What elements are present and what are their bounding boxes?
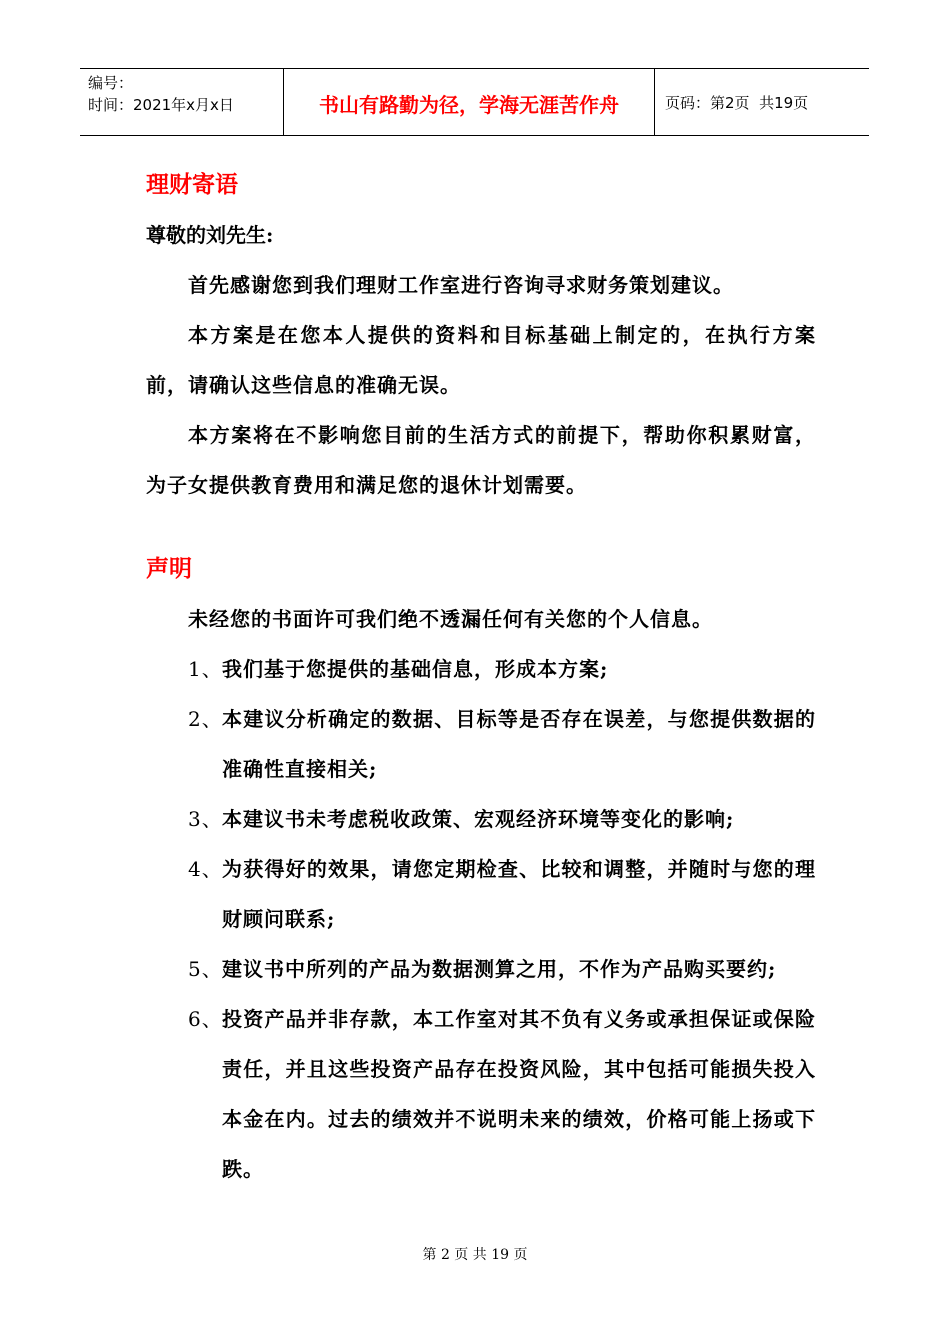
header-motto: 书山有路勤为径，学海无涯苦作舟 [283,69,655,135]
paragraph: 首先感谢您到我们理财工作室进行咨询寻求财务策划建议。 [188,273,734,297]
page-footer: 第 2 页 共 19 页 [422,1247,528,1263]
number-label: 编号： [88,74,134,92]
list-item-number: 1、 [188,657,223,681]
list-item [188,644,816,694]
page-header [80,68,869,136]
header-page-info [655,69,869,135]
greeting: 尊敬的刘先生: [146,223,274,247]
section-title-finance-message: 理财寄语 [146,171,238,198]
list-item-text: 本建议书未考虑税收政策、宏观经济环境等变化的影响; [222,807,735,831]
list-item [188,694,816,794]
list-item-number: 4、 [188,857,223,881]
list-item-number: 6、 [188,1007,223,1031]
time-label: 时间：2021年x月x日 [88,96,234,114]
list-item [188,794,816,844]
paragraph: 本方案将在不影响您目前的生活方式的前提下，帮助你积累财富，为子女提供教育费用和满足您的退休计划需要。 [146,423,816,497]
list-item [188,944,816,994]
section-title-statement: 声明 [146,555,192,582]
list-item [188,844,816,944]
list-item-number: 3、 [188,807,223,831]
list-item-text: 投资产品并非存款，本工作室对其不负有义务或承担保证或保险责任，并且这些投资产品存在投资风险，其中包括可能损失投入本金在内。过去的绩效并不说明未来的绩效，价格可能上扬或下跌。 [222,1007,816,1181]
statement-list [146,644,816,1194]
paragraph: 本方案是在您本人提供的资料和目标基础上制定的，在执行方案前，请确认这些信息的准确无误。 [146,323,816,397]
section-spacer [146,510,816,544]
list-item-number: 5、 [188,957,223,981]
page-info-text: 页码：第2页 共19页 [665,93,809,112]
list-item-text: 本建议分析确定的数据、目标等是否存在误差，与您提供数据的准确性直接相关; [222,707,816,781]
list-item-text: 建议书中所列的产品为数据测算之用，不作为产品购买要约; [222,957,777,981]
list-item [188,994,816,1194]
header-meta [80,69,283,135]
statement-intro: 未经您的书面许可我们绝不透漏任何有关您的个人信息。 [188,607,713,631]
list-item-number: 2、 [188,707,223,731]
list-item-text: 为获得好的效果，请您定期检查、比较和调整，并随时与您的理财顾问联系; [222,857,816,931]
document-body [146,160,816,1194]
list-item-text: 我们基于您提供的基础信息，形成本方案; [222,657,609,681]
